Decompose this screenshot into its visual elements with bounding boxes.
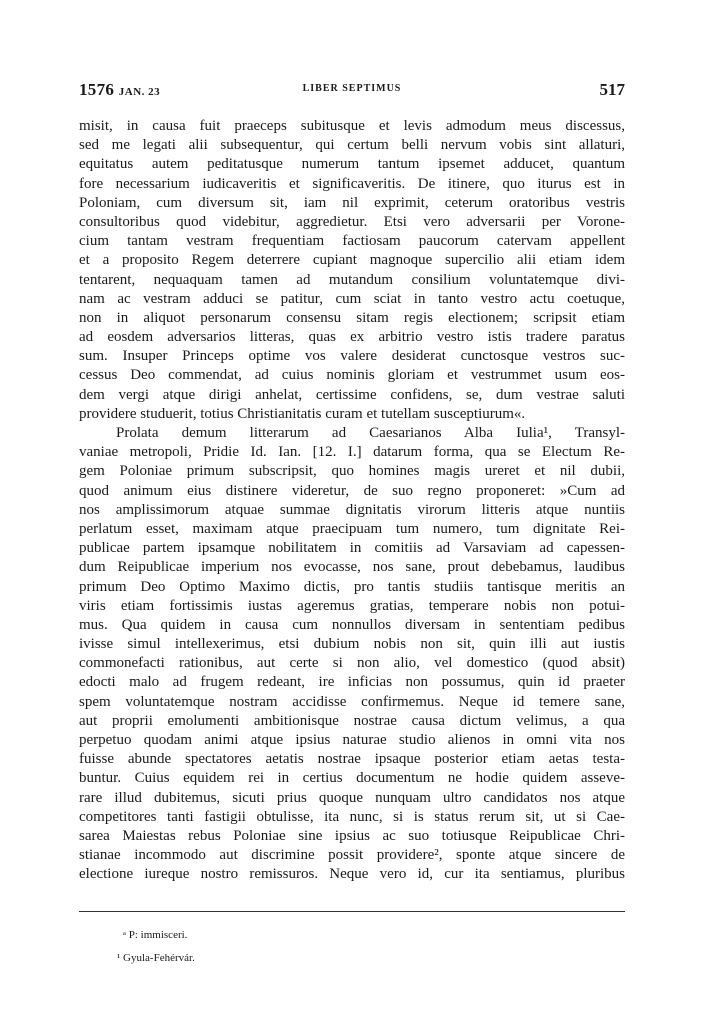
footnote: ¹ Gyula-Fehérvár. (117, 952, 195, 964)
text-line: misit, in causa fuit praeceps subitusque et levis admodum meus discessus, (79, 118, 625, 134)
footnote-divider (79, 911, 625, 912)
text-line: providere studuerit, totius Christianitatis curam et tutellam susceptiurum«. (79, 405, 526, 422)
text-line: nos amplissimorum atquae summae dignitatis virorum litteris atque nuntiis (79, 501, 625, 518)
page-number: 517 (599, 80, 625, 99)
text-line: publicae partem ipsamque nobilitatem in comitiis ad Varsaviam ad capessen- (79, 540, 625, 557)
text-line: sum. Insuper Princeps optime vos valere desiderat cunctosque vestros suc- (79, 348, 625, 365)
text-line: cessus Deo commendat, ad cuius nominis gloriam et vestrummet usum eos- (79, 367, 625, 384)
text-line: gem Poloniae primum subscripsit, quo homines magis ureret et nil dubii, (79, 463, 625, 480)
text-line: Poloniam, cum diversum sit, iam nil exprimit, ceterum oratoribus vestris (79, 194, 625, 211)
text-line: dem vergi atque dirigi anhelat, certissime confidens, se, dum vestrae saluti (79, 386, 625, 403)
text-line: rare illud dubitemus, sicuti prius quoque nunquam ultro candidatos nos atque (79, 789, 625, 806)
text-line: perpetuo quodam animi atque ipsius naturae studio alienos in omni vita nos (79, 732, 625, 748)
text-line: edocti malo ad frugem redeant, ire inficias non possumus, quin id praeter (79, 674, 625, 691)
text-line: vaniae metropoli, Pridie Id. Ian. [12. I.] datarum forma, qua se Electum Re- (79, 444, 625, 461)
text-line: nam ac vestram adduci se patitur, cum sciat in tanto vestro actu coetuque, (79, 290, 625, 307)
text-line: fore necessarium iudicaveritis et significaveritis. De itinere, quo iturus est in (79, 175, 625, 192)
footnote: ᵃ P: immisceri. (123, 929, 188, 941)
main-text (79, 117, 625, 885)
text-line: commonefacti rationibus, aut certe si non alio, vel domestico (quod absit) (79, 655, 625, 672)
text-line: tentarent, nequaquam tamen ad mutandum consilium voluntatemque divi- (79, 271, 625, 288)
text-line: equitatus autem peditatusque numerum tantum ipsemet adducet, quantum (79, 156, 625, 173)
text-line: quod animum eius distinere videretur, de suo regno proponeret: »Cum ad (79, 482, 625, 499)
text-line: ivisse simul intellexerimus, etsi dubium nobis non sit, quin illi aut iustis (79, 636, 625, 653)
text-line: perlatum esset, maximam atque praecipuam tum numero, tum dignitate Rei- (79, 520, 625, 537)
text-line: consultoribus quod videbitur, aggredietur. Etsi vero adversarii per Vorone- (79, 213, 625, 230)
text-line: spem voluntatemque nostram accidisse confirmemus. Neque id temere sane, (79, 693, 625, 710)
running-title: LIBER SEPTIMUS (302, 83, 402, 94)
text-line: mus. Qua quidem in causa cum nonnullos diversam in sententiam pedibus (79, 616, 625, 633)
text-line: ad eosdem adversarios litteras, quas ex arbitrio vestro istis tradere paratus (79, 329, 625, 346)
text-line: buntur. Cuius equidem rei in certius documentum ne hodie quidem asseve- (79, 770, 625, 787)
text-line: electione iureque nostro remissuros. Neque vero id, cur ita sentiamus, pluribus (79, 866, 625, 883)
text-line: sed me legati alii subsequentur, qui certum belli nervum vobis sint allaturi, (79, 137, 625, 154)
header-month-day: JAN. 23 (118, 86, 161, 98)
text-line: fuisse abunde spectatores aetatis nostrae ipsaque posterior etiam aetas testa- (79, 751, 625, 768)
text-line: Prolata demum litterarum ad Caesarianos Alba Iulia¹, Transyl- (116, 425, 625, 441)
text-line: primum Deo Optimo Maximo dictis, pro tantis studiis tantisque meritis an (79, 578, 625, 595)
text-line: dum Reipublicae imperium nos evocasse, nos sane, prout debebamus, laudibus (79, 559, 625, 576)
text-line: stianae incommodo aut discrimine possit providere², sponte atque sincere de (79, 847, 625, 864)
text-line: non in aliquot personarum consensu sitam regis electionem; scripsit etiam (79, 309, 625, 326)
running-header (79, 80, 625, 102)
text-line: aut proprii emolumenti ambitionisque nostrae causa dictum velimus, a qua (79, 712, 625, 729)
footnotes (79, 924, 625, 970)
text-line: sarea Maiestas rebus Poloniae sine ipsius ac suo totiusque Reipublicae Chri- (79, 827, 625, 844)
header-year: 1576 (79, 80, 115, 99)
text-line: competitores tanti fastigii obtulisse, ita nunc, si is status rerum sit, ut si Cae- (79, 808, 625, 825)
text-line: et a proposito Regem deterrere cupiant magnoque supercilio alii etiam idem (79, 252, 625, 269)
text-line: cium tantam vestram frequentiam factiosam paucorum catervam appellent (79, 233, 625, 250)
text-line: viris etiam fortissimis iustas ageremus gratias, temperare nobis non potui- (79, 597, 625, 614)
